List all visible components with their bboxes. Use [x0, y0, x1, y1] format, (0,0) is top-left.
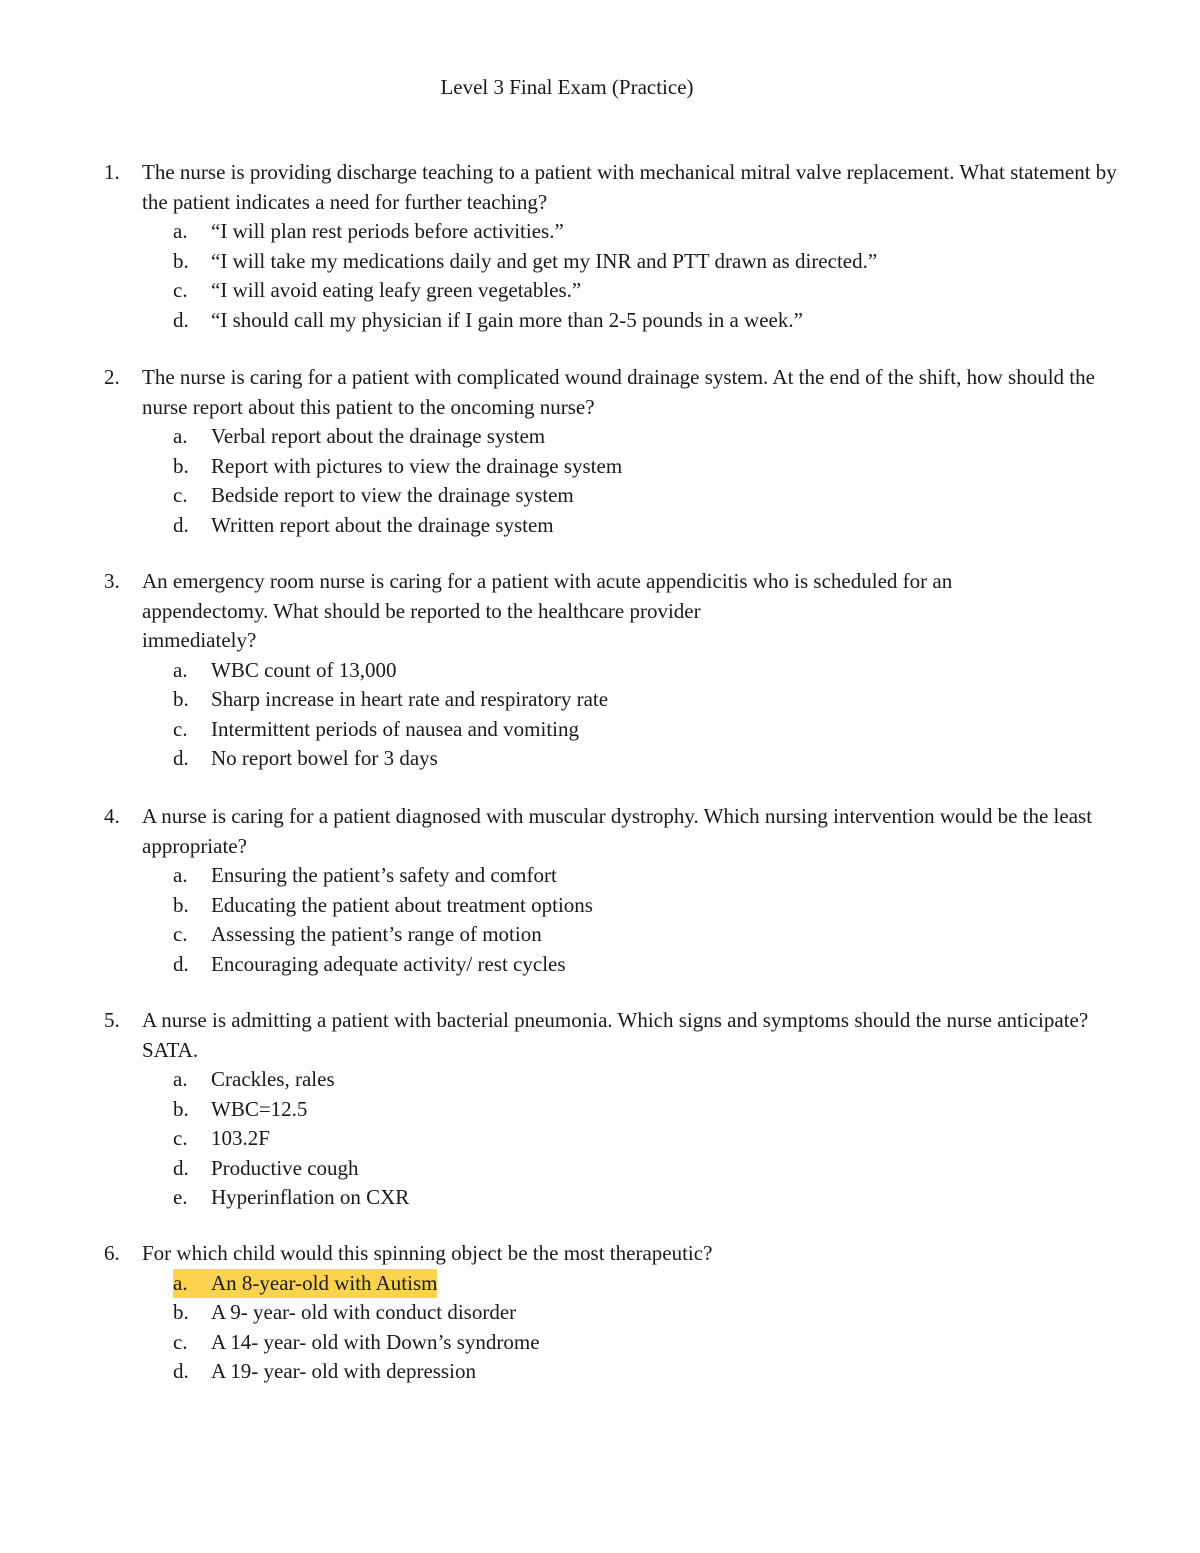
option-letter: b. [173, 892, 189, 917]
option-letter: a. [173, 219, 188, 243]
option-text: “I will take my medications daily and get my INR and PTT drawn as directed.” [211, 248, 878, 273]
answer-option-c [173, 1328, 1144, 1358]
option-text: Intermittent periods of nausea and vomiting [211, 716, 579, 741]
option-text: Educating the patient about treatment options [211, 892, 593, 917]
option-text: Ensuring the patient’s safety and comfort [211, 863, 557, 887]
answer-option-c [173, 920, 1144, 950]
option-letter: a. [173, 1270, 188, 1295]
option-text: A 14- year- old with Down’s syndrome [211, 1329, 540, 1354]
option-letter: c. [173, 922, 188, 946]
option-text: Hyperinflation on CXR [211, 1185, 410, 1209]
question-text-line: immediately? [142, 628, 257, 652]
option-text: 103.2F [211, 1126, 270, 1150]
question-number: 5. [104, 1008, 120, 1032]
question-stem [104, 363, 1144, 422]
option-letter: d. [173, 512, 189, 537]
question-6 [104, 1239, 1144, 1387]
option-text: Assessing the patient’s range of motion [211, 922, 542, 946]
answer-option-a [173, 217, 1144, 247]
answer-option-a [173, 656, 1144, 686]
option-letter: c. [173, 716, 188, 741]
answer-option-d [173, 950, 1144, 980]
option-letter: c. [173, 278, 188, 302]
answer-option-d [173, 1154, 1144, 1184]
question-3 [104, 567, 1144, 774]
question-5 [104, 1006, 1144, 1213]
option-text: “I will avoid eating leafy green vegetables.” [211, 278, 582, 302]
option-text: Bedside report to view the drainage system [211, 483, 574, 507]
answer-option-a [173, 422, 1144, 452]
option-letter: b. [173, 1300, 189, 1324]
question-number: 2. [104, 365, 120, 389]
question-text: A nurse is admitting a patient with bacterial pneumonia. Which signs and symptoms should the nurse anticipate? SATA. [142, 1008, 1089, 1062]
option-letter: c. [173, 1126, 188, 1150]
answer-option-b [173, 1298, 1144, 1328]
option-letter: b. [173, 687, 189, 711]
question-stem [104, 158, 1144, 217]
question-2 [104, 363, 1144, 540]
question-text: For which child would this spinning object be the most therapeutic? [142, 1241, 713, 1265]
document-title: Level 3 Final Exam (Practice) [440, 75, 694, 99]
option-letter: b. [173, 1096, 189, 1121]
option-text: A 19- year- old with depression [211, 1359, 476, 1383]
option-text: “I will plan rest periods before activities.” [211, 219, 564, 243]
answer-option-a [173, 861, 1144, 891]
option-text: An 8-year-old with Autism [211, 1270, 438, 1295]
answer-option-a [173, 1065, 1144, 1095]
answer-highlight [173, 1269, 437, 1299]
option-letter: a. [173, 1067, 188, 1091]
option-letter: b. [173, 248, 189, 273]
option-text: WBC count of 13,000 [211, 657, 397, 682]
option-letter: d. [173, 1155, 189, 1180]
answer-option-d [173, 744, 1144, 774]
answer-option-b [173, 452, 1144, 482]
question-text: The nurse is providing discharge teaching to a patient with mechanical mitral valve replacement. What statement by the patient indicates a need for further teaching? [142, 160, 1117, 214]
option-letter: d. [173, 951, 189, 976]
answer-option-d [173, 306, 1144, 336]
answer-option-b [173, 685, 1144, 715]
question-stem [104, 1006, 1144, 1065]
option-text: “I should call my physician if I gain more than 2-5 pounds in a week.” [211, 307, 803, 332]
question-stem [104, 802, 1144, 861]
question-1 [104, 158, 1144, 335]
option-letter: c. [173, 483, 188, 507]
answer-option-d [173, 511, 1144, 541]
question-stem [104, 1239, 1144, 1269]
option-text: No report bowel for 3 days [211, 746, 438, 770]
option-text: WBC=12.5 [211, 1096, 308, 1121]
question-stem [104, 567, 1144, 656]
option-letter: d. [173, 746, 189, 770]
answer-option-d [173, 1357, 1144, 1387]
question-text: A nurse is caring for a patient diagnosed with muscular dystrophy. Which nursing intervention would be the least appropriate? [142, 804, 1093, 858]
answer-option-e [173, 1183, 1144, 1213]
option-letter: e. [173, 1185, 188, 1209]
option-letter: b. [173, 453, 189, 478]
option-letter: a. [173, 424, 188, 448]
option-text: A 9- year- old with conduct disorder [211, 1300, 517, 1324]
answer-option-c [173, 481, 1144, 511]
option-text: Report with pictures to view the drainage system [211, 453, 623, 478]
answer-option-c [173, 1124, 1144, 1154]
option-text: Written report about the drainage system [211, 512, 554, 537]
question-text-line: appendectomy. What should be reported to the healthcare provider [142, 598, 701, 623]
answer-option-b [173, 247, 1144, 277]
option-text: Encouraging adequate activity/ rest cycles [211, 951, 566, 976]
option-text: Crackles, rales [211, 1067, 335, 1091]
question-4 [104, 802, 1144, 979]
question-number: 3. [104, 569, 120, 593]
question-text: The nurse is caring for a patient with complicated wound drainage system. At the end of the shift, how should the nurse report about this patient to the oncoming nurse? [142, 365, 1095, 419]
question-number: 6. [104, 1241, 120, 1265]
answer-option-c [173, 715, 1144, 745]
answer-option-c [173, 276, 1144, 306]
option-text: Productive cough [211, 1155, 359, 1180]
option-text: Sharp increase in heart rate and respiratory rate [211, 687, 609, 711]
answer-option-b [173, 1095, 1144, 1125]
question-number: 1. [104, 160, 120, 184]
option-letter: d. [173, 1359, 189, 1383]
option-text: Verbal report about the drainage system [211, 424, 546, 448]
answer-option-a-highlighted [173, 1269, 1144, 1299]
question-text-line: An emergency room nurse is caring for a patient with acute appendicitis who is scheduled for an [142, 569, 953, 593]
option-letter: a. [173, 863, 188, 887]
question-number: 4. [104, 804, 120, 828]
answer-option-b [173, 891, 1144, 921]
option-letter: a. [173, 657, 188, 682]
option-letter: d. [173, 307, 189, 332]
option-letter: c. [173, 1329, 188, 1354]
question-text [142, 567, 1144, 656]
